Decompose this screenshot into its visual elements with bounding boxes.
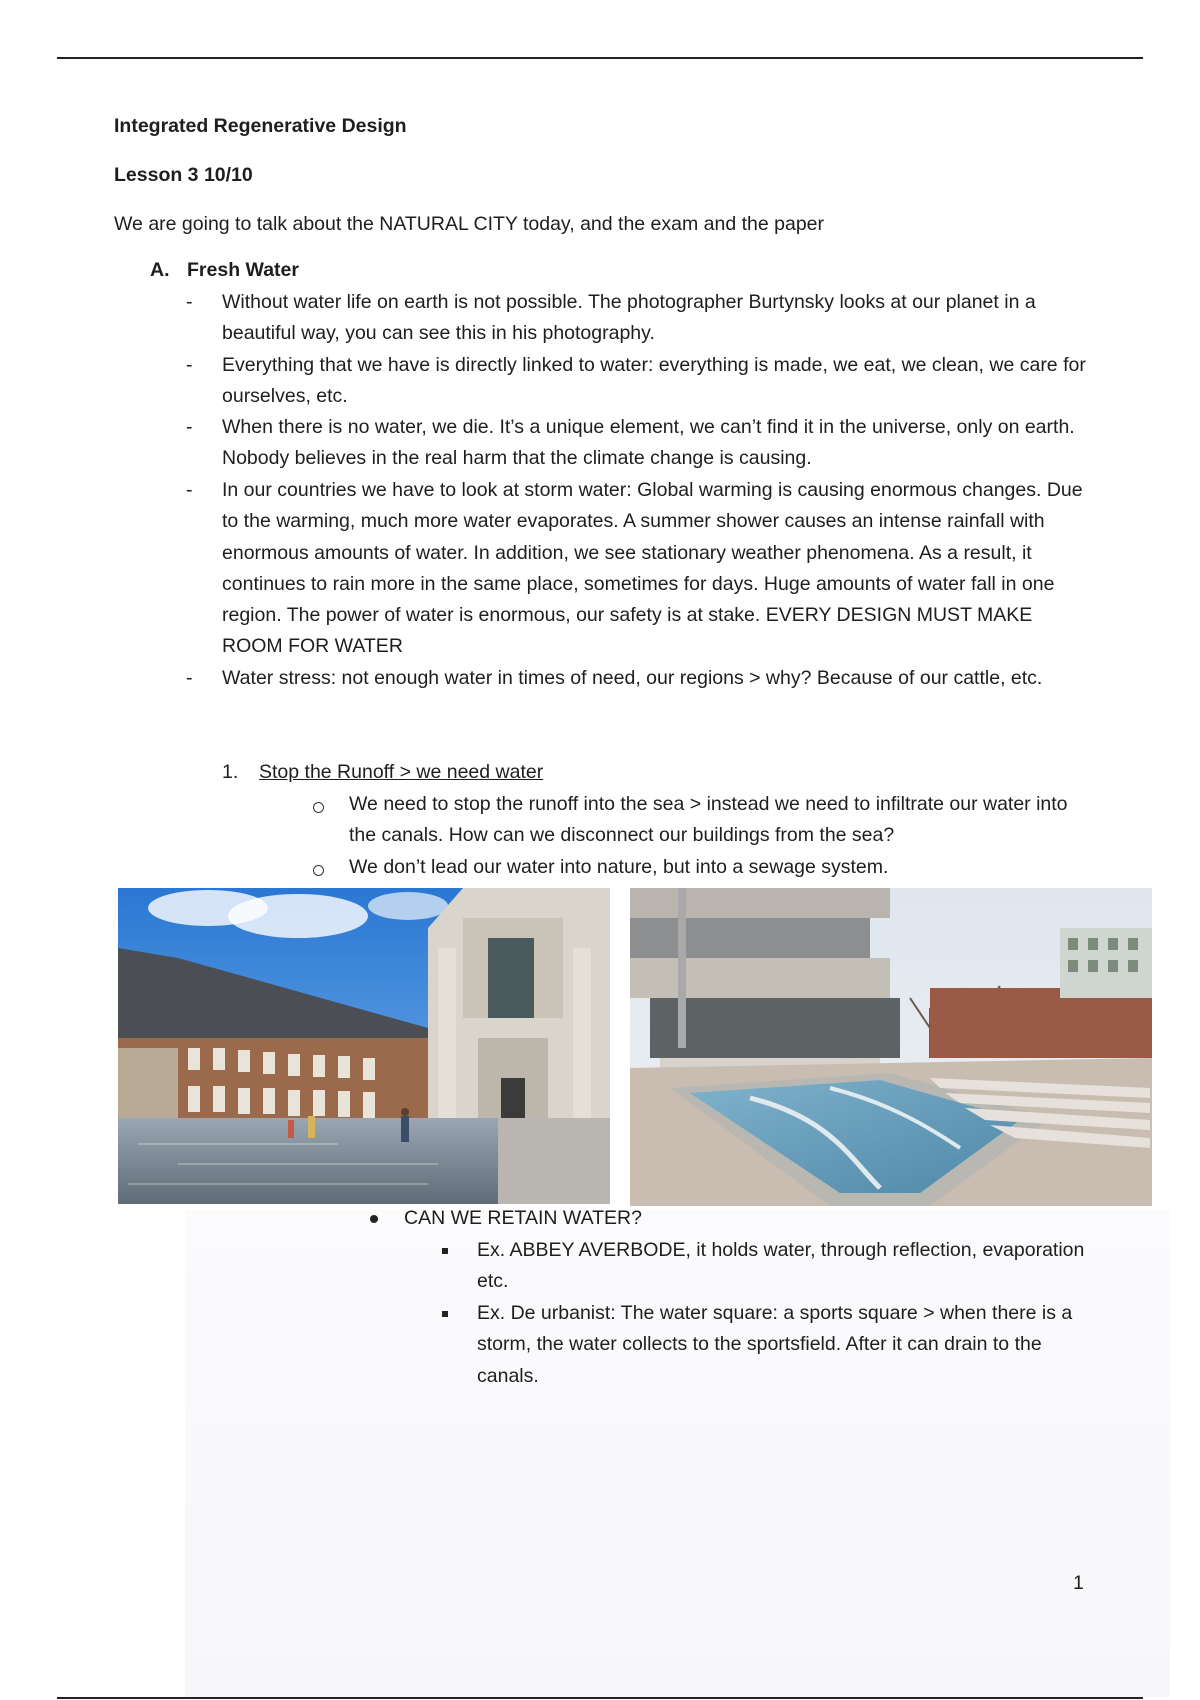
circle-bullet-icon bbox=[313, 802, 324, 813]
section-marker: A. bbox=[150, 259, 170, 281]
disc-bullet-icon bbox=[370, 1215, 378, 1223]
dash-marker: - bbox=[186, 479, 193, 501]
abbey-averbode-photo bbox=[118, 888, 610, 1204]
dash-marker: - bbox=[186, 291, 193, 313]
list-item: Everything that we have is directly linked to water: everything is made, we eat, we clean, we care for ourselves, etc. bbox=[222, 354, 1086, 408]
water-square-photo bbox=[630, 888, 1152, 1206]
intro-line: We are going to talk about the NATURAL CITY today, and the exam and the paper bbox=[114, 213, 824, 235]
square-bullet-icon bbox=[442, 1311, 448, 1317]
dash-marker: - bbox=[186, 354, 193, 376]
sub-list-item: We don’t lead our water into nature, but into a sewage system. bbox=[349, 856, 889, 878]
dash-marker: - bbox=[186, 667, 193, 689]
list-item: Without water life on earth is not possible. The photographer Burtynsky looks at our planet in a beautiful way, you can see this in his photography. bbox=[222, 291, 1036, 345]
dash-marker: - bbox=[186, 416, 193, 438]
numbered-marker: 1. bbox=[222, 761, 239, 783]
square-bullet-icon bbox=[442, 1248, 448, 1254]
numbered-title: Stop the Runoff > we need water bbox=[259, 761, 544, 783]
doc-title: Integrated Regenerative Design bbox=[114, 115, 407, 137]
list-item: In our countries we have to look at storm water: Global warming is causing enormous changes. Due to the warming, much more water evaporates. A summer shower causes an intense rainfall with enormous amounts of water. In addition, we see stationary weather phenomena. As a result, it continues to rain more in the same place, sometimes for days. Huge amounts of water fall in one region. The power of water is enormous, our safety is at stake. EVERY DESIGN MUST MAKE ROOM FOR WATER bbox=[222, 479, 1083, 658]
list-item: Water stress: not enough water in times of need, our regions > why? Because of our cattle, etc. bbox=[222, 667, 1043, 689]
bottom-rule bbox=[57, 1697, 1143, 1699]
list-item: When there is no water, we die. It’s a unique element, we can’t find it in the universe, only on earth. Nobody believes in the real harm that the climate change is causing. bbox=[222, 416, 1075, 470]
example-item: Ex. ABBEY AVERBODE, it holds water, through reflection, evaporation etc. bbox=[477, 1239, 1085, 1293]
top-rule bbox=[57, 57, 1143, 59]
sub-list-item: We need to stop the runoff into the sea > instead we need to infiltrate our water into the canals. How can we disconnect our buildings from the sea? bbox=[349, 793, 1068, 847]
section-title: Fresh Water bbox=[187, 259, 299, 281]
page-number: 1 bbox=[1073, 1572, 1084, 1594]
circle-bullet-icon bbox=[313, 865, 324, 876]
example-item: Ex. De urbanist: The water square: a sports square > when there is a storm, the water collects to the sportsfield. After it can drain to the canals. bbox=[477, 1302, 1073, 1387]
lesson-heading: Lesson 3 10/10 bbox=[114, 164, 253, 186]
question-line: CAN WE RETAIN WATER? bbox=[404, 1207, 642, 1229]
